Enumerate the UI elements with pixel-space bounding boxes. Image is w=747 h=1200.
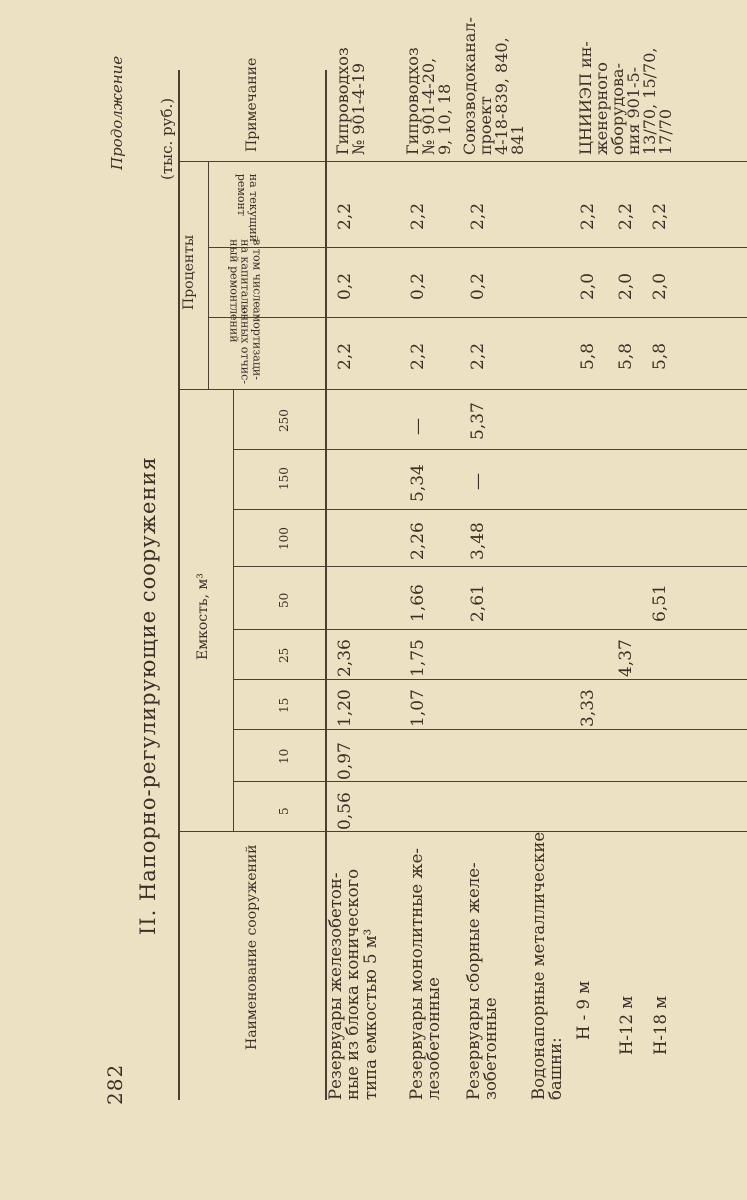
table-cell: 0,56 [335, 792, 355, 830]
col-rule [233, 449, 747, 450]
table-cell: 4,37 [616, 639, 636, 677]
page-number: 282 [103, 1063, 127, 1105]
rule-capacity-sub [233, 390, 234, 832]
header-cur-repair: на текущий ремонт [235, 173, 261, 242]
table-cell: 1,66 [408, 584, 428, 622]
table-cell: 2,2 [335, 202, 355, 230]
continuation-label: Продолжение [108, 55, 126, 170]
row-name: Резервуары железобетон- ные из блока конического типа емкостью 5 м³ [326, 868, 380, 1100]
table-cell: 5,37 [468, 402, 488, 440]
table-cell: 2,2 [408, 342, 428, 370]
table-cell: 6,51 [650, 584, 670, 622]
table-cell: 1,07 [408, 689, 428, 727]
col-rule [233, 566, 747, 567]
row-name: Н-18 м [651, 995, 670, 1055]
section-title: II. Напорно-регулирующие сооружения [136, 456, 160, 935]
header-capacity: Емкость, м³ [195, 573, 211, 660]
table-top-rule [178, 70, 180, 1100]
header-amort: амортизаци- онных отчис- лений [227, 307, 264, 384]
table-cell: 2,61 [468, 584, 488, 622]
col-rule-name [178, 831, 747, 832]
table-cell: 0,97 [335, 742, 355, 780]
row-note: ЦНИИЭП ин- женерного оборудова- ния 901-5- 13/70, 15/70, 17/70 [576, 41, 675, 155]
col-rule [233, 509, 747, 510]
row-note: Союзводоканал- проект 4-18-839, 840, 841 [460, 17, 527, 155]
cap-150: 150 [277, 467, 291, 490]
col-rule-capacity [178, 389, 747, 390]
header-name: Наименование сооружений [244, 844, 260, 1050]
table-cell: 2,2 [616, 202, 636, 230]
col-rule [233, 781, 747, 782]
cap-25: 25 [277, 647, 291, 663]
rule-percent-sub [208, 162, 209, 390]
cap-10: 10 [277, 748, 291, 764]
table-cell: 2,0 [616, 272, 636, 300]
table-cell: 2,0 [578, 272, 598, 300]
row-note: Гипроводхоз № 901-4-19 [333, 47, 368, 155]
table-cell: 5,8 [650, 342, 670, 370]
table-cell: 5,34 [408, 464, 428, 502]
row-note: Гипроводхоз № 901-4-20, 9, 10, 18 [403, 47, 454, 155]
col-rule-percent [178, 161, 747, 162]
units-label: (тыс. руб.) [158, 97, 176, 180]
table-cell: 2,2 [578, 202, 598, 230]
header-cap-repair: в том числе на капиталь- ный ремонт [227, 239, 264, 314]
col-rule [233, 679, 747, 680]
table-cell: — [408, 418, 428, 435]
row-name: Резервуары монолитные же- лезобетонные [407, 848, 444, 1100]
header-note: Примечание [244, 57, 260, 152]
row-name: Н-12 м [617, 995, 636, 1055]
col-rule [233, 629, 747, 630]
table-cell: 2,2 [468, 342, 488, 370]
col-rule [233, 729, 747, 730]
table-cell: 2,2 [468, 202, 488, 230]
table-cell: 2,26 [408, 522, 428, 560]
table-cell: 5,8 [616, 342, 636, 370]
table-cell: — [468, 473, 488, 490]
row-name: Резервуары сборные желе- зобетонные [464, 862, 501, 1100]
row-name: Н - 9 м [574, 980, 593, 1040]
table-cell: 1,75 [408, 639, 428, 677]
table-cell: 2,2 [408, 202, 428, 230]
cap-250: 250 [277, 409, 291, 432]
table-cell: 3,33 [578, 689, 598, 727]
table-cell: 2,36 [335, 639, 355, 677]
col-rule [208, 247, 747, 248]
table-cell: 2,0 [650, 272, 670, 300]
table-cell: 2,2 [335, 342, 355, 370]
cap-15: 15 [277, 697, 291, 713]
table-cell: 0,2 [468, 272, 488, 300]
table-cell: 2,2 [650, 202, 670, 230]
cap-5: 5 [277, 807, 291, 815]
table-cell: 5,8 [578, 342, 598, 370]
table-cell: 0,2 [335, 272, 355, 300]
cap-50: 50 [277, 592, 291, 608]
table-cell: 0,2 [408, 272, 428, 300]
cap-100: 100 [277, 527, 291, 550]
col-rule [208, 317, 747, 318]
row-name: Водонапорные металлические башни: [529, 831, 566, 1100]
header-percent: Проценты [181, 234, 197, 310]
table-cell: 3,48 [468, 522, 488, 560]
table-cell: 1,20 [335, 689, 355, 727]
